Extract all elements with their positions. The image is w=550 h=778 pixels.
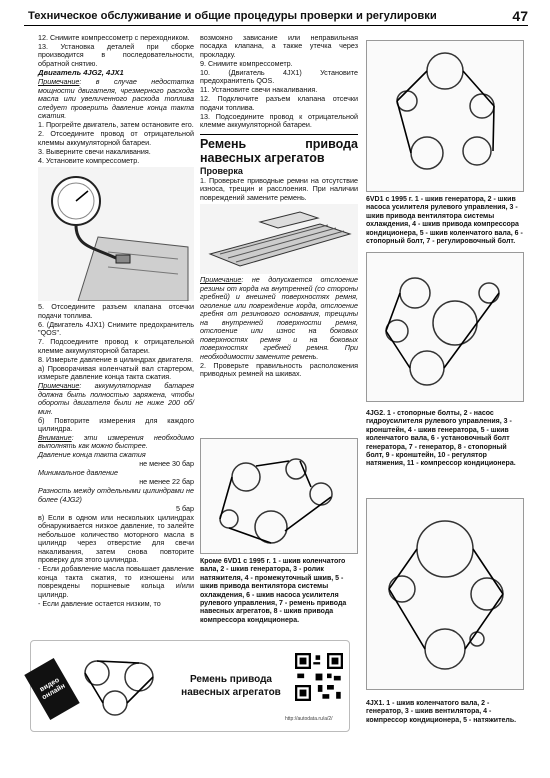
engine-heading: Двигатель 4JG2, 4JX1 <box>38 67 124 77</box>
header-title: Техническое обслуживание и общие процедуры проверки и регулировки <box>28 10 437 22</box>
promo-title: Ремень привода навесных агрегатов <box>181 674 281 698</box>
step-7: 7. Подсоедините провод к отрицательной клемме аккумуляторной батареи. <box>38 337 194 355</box>
attention <box>38 434 194 451</box>
pulley-diagram-non-6vd1 <box>200 438 358 554</box>
caption-6vd1: 6VD1 с 1995 г. 1 - шкив генератора, 2 - шкив насоса усилителя рулевого управления, 3 - шкив привода вентилятора системы охлаждения, 4 - шкив привода компрессора кондиционера, 5 - шкив коленчатого вала, 6 - стопорный болт, 7 - регулировочный болт. <box>366 196 523 245</box>
diagram-4jx1-drawing <box>367 499 523 689</box>
diagram-6vd1-drawing <box>367 41 523 191</box>
section-title: Ремень привода навесных агрегатов <box>200 136 358 165</box>
column-1 <box>38 34 194 609</box>
step-1: 1. Прогрейте двигатель, затем остановите его. <box>38 120 194 130</box>
pulley-diagram-drawing <box>201 439 357 553</box>
compressometer-illustration <box>38 167 194 301</box>
step-8: 8. Измерьте давление в цилиндрах двигателя. <box>38 354 194 364</box>
step-10: 10. (Двигатель 4JX1) Установите предохранитель QOS. <box>200 67 358 86</box>
step-9: 9. Снимите компрессометр. <box>200 58 293 68</box>
step-6: 6. (Двигатель 4JX1) Снимите предохранитель "QOS". <box>38 319 194 338</box>
check-step-1: 1. Проверьте приводные ремни на отсутствие износа, трещин и расслоения. При наличии повреждений замените ремень. <box>200 175 358 202</box>
belt-illustration <box>200 204 358 274</box>
promo-url[interactable]: http://autodata.ru/a/2/ <box>285 716 333 722</box>
diagram-4jg2 <box>366 252 524 402</box>
dash-2: - Если давление остается низким, то <box>38 598 161 608</box>
step-8a: а) Проворачивая коленчатый вал стартером, измерьте давление конца такта сжатия. <box>38 363 194 382</box>
step-8c: в) Если в одном или нескольких цилиндрах обнаруживается низкое давление, то залейте небольшое количество моторного масла в цилиндр через отверстие для свечи накаливания, затем снова повторите проверку для этого цилиндра. <box>38 512 194 565</box>
divider <box>200 134 358 135</box>
check-step-2: 2. Проверьте правильность расположения приводных ремней на шкивах. <box>200 360 358 379</box>
note-2-text: : аккумуляторная батарея должна быть полностью заряжена, чтобы обороты двигателя были не ниже 200 об/мин. <box>38 381 194 416</box>
spec-3-value: 5 бар <box>176 503 194 513</box>
note-1 <box>38 78 194 120</box>
subsection-title: Проверка <box>200 165 243 176</box>
cont-text: возможно зависание или неправильная посадка клапана, а также утечка через прокладку. <box>200 33 358 59</box>
attention-label: Внимание <box>38 433 72 442</box>
step-8b: б) Повторите измерения для каждого цилиндра. <box>38 415 194 434</box>
step-5: 5. Отсоедините разъем клапана отсечки подачи топлива. <box>38 302 194 320</box>
spec-2-value: не менее 22 бар <box>139 477 194 487</box>
qr-code-icon[interactable] <box>295 653 343 701</box>
note-1-text: : в случае недостатка мощности двигателя, чрезмерного расхода масла или увеличенного расхода топлива следует проверить давление конца такта сжатия. <box>38 77 194 121</box>
belt-figure <box>200 204 358 274</box>
attention-text: : эти измерения необходимо выполнять как можно быстрее. <box>38 433 194 451</box>
step-4: 4. Установите компрессометр. <box>38 155 140 165</box>
page-number: 47 <box>512 8 528 24</box>
dash-1: - Если добавление масла повышает давление конца такта сжатия, то изношены или повреждены поршневые кольца и/или цилиндр. <box>38 564 194 599</box>
step-2: 2. Отсоедините провод от отрицательной клеммы аккумуляторной батареи. <box>38 129 194 147</box>
check-note-text: : не допускается отслоение резины от корда на внутренней (со стороны гребней) и внешней поверхностях ремня, оголение или повреждение корда, отслоение гребня от резинового основания, трещины на внутренней поверхности ремня, отслоение или износ на боковых поверхностях ремня и на боковых поверхностях гребней ремня. При необходимости замените ремень. <box>200 275 358 361</box>
page-header <box>24 8 528 26</box>
spec-2-label: Минимальное давление <box>38 468 119 478</box>
caption-4jg2: 4JG2. 1 - стопорные болты, 2 - насос гидроусилителя рулевого управления, 3 - кронштейн, 4 - шкив генератора, 5 - шкив коленчатого вала, 6 - установочный болт генератора, 7 - генератор, 8 - стопорный болт, 9 - кронштейн, 10 - регулятор натяжения, 11 - компрессор кондиционера. <box>366 410 516 468</box>
note-2-label: Примечание <box>38 381 80 391</box>
diagram-4jx1 <box>366 498 524 690</box>
step-12: 12. Снимите компрессометр с переходником. <box>38 33 190 42</box>
caption-4jx1: 4JX1. 1 - шкив коленчатого вала, 2 - генератор, 3 - шкив вентилятора, 4 - компрессор кондиционера, 5 - натяжитель. <box>366 700 517 724</box>
video-online-badge: видео онлайн <box>24 658 79 720</box>
step-11: 11. Установите свечи накаливания. <box>200 85 318 95</box>
diagram-6vd1 <box>366 40 524 192</box>
note-2 <box>38 382 194 416</box>
step-12b: 12. Подключите разъем клапана отсечки подачи топлива. <box>200 94 358 112</box>
step-13b: 13. Подсоедините провод к отрицательной клемме аккумуляторной батареи. <box>200 111 358 130</box>
spec-1-value: не менее 30 бар <box>139 459 194 469</box>
column-2 <box>200 34 358 379</box>
video-promo[interactable] <box>30 640 350 732</box>
check-note <box>200 276 358 361</box>
spec-3-label: Разность между отдельными цилиндрами не более (4JG2) <box>38 486 194 504</box>
spec-1-label: Давление конца такта сжатия <box>38 450 146 460</box>
diagram-4jg2-drawing <box>367 253 523 401</box>
belt-thumbnail-icon <box>79 655 161 719</box>
step-3: 3. Выверните свечи накаливания. <box>38 146 151 156</box>
step-13: 13. Установка деталей при сборке производится в последовательности, обратной снятию. <box>38 41 194 68</box>
caption-non-6vd1: Кроме 6VD1 с 1995 г. 1 - шкив коленчатого вала, 2 - шкив генератора, 3 - ролик натяжителя, 4 - промежуточный шкив, 5 - шкив привода вентилятора системы охлаждения, 6 - шкив насоса усилителя рулевого управления, 7 - ремень привода навесных агрегатов, 8 - шкив привода компрессора кондиционера. <box>200 558 347 624</box>
note-1-label: Примечание <box>38 77 80 87</box>
check-note-label: Примечание <box>200 275 242 285</box>
compressometer-figure <box>38 167 194 301</box>
